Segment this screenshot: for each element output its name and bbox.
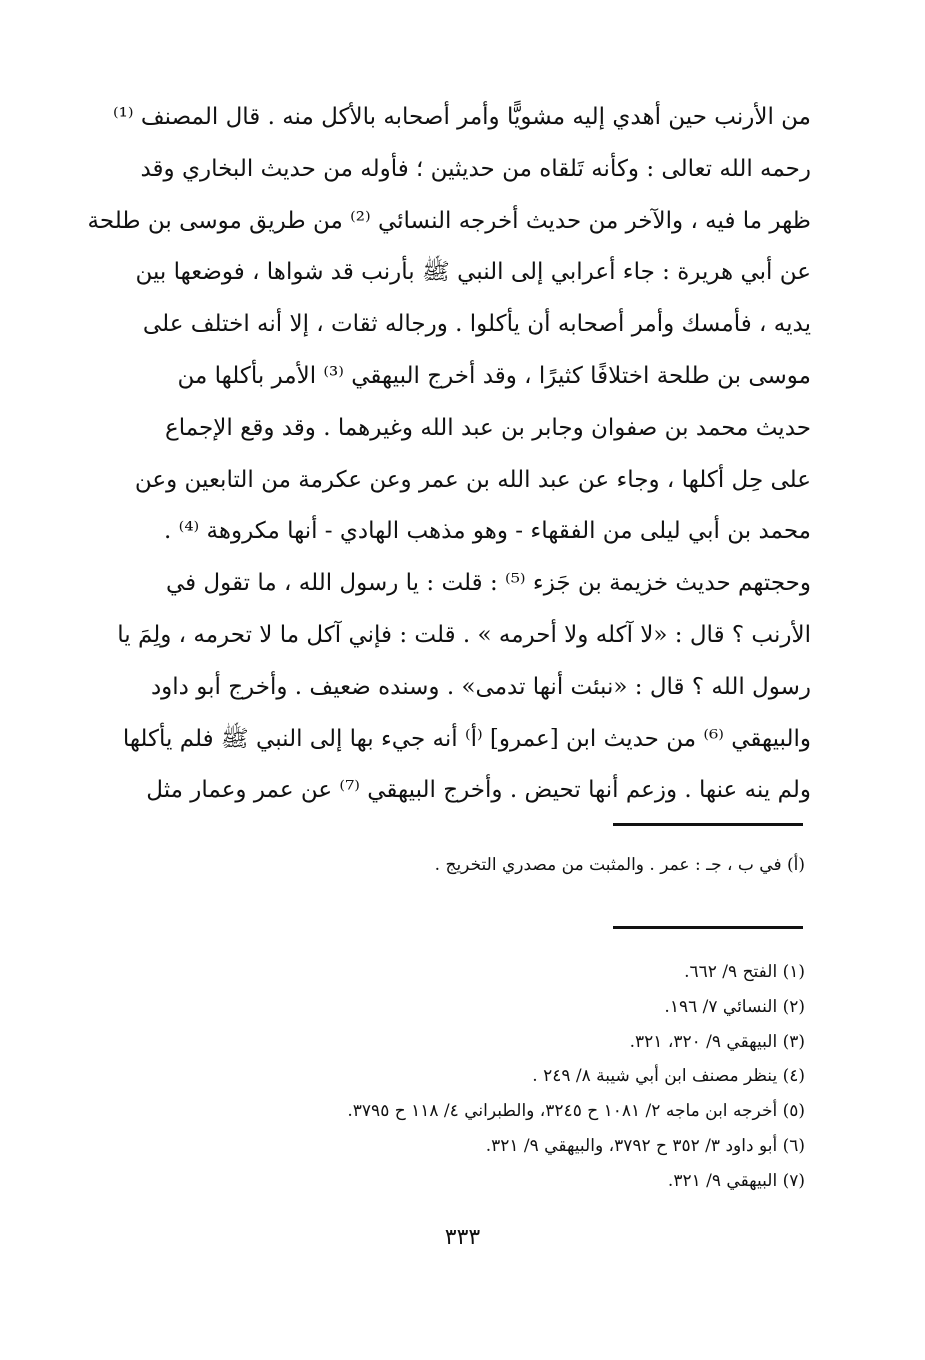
text-line: وحجتهم حديث خزيمة بن جَزء ⁽⁵⁾ : قلت : يا رسول الله ، ما تقول في xyxy=(165,570,811,597)
text-line: محمد بن أبي ليلى من الفقهاء - وهو مذهب الهادي - أنها مكروهة ⁽⁴⁾ . xyxy=(164,518,811,545)
footnotes xyxy=(136,955,805,1199)
text-line: يديه ، فأمسك وأمر أصحابه أن يأكلوا . ورجاله ثقات ، إلا أنه اختلف على xyxy=(142,311,811,338)
text-line: موسى بن طلحة اختلافًا كثيرًا ، وقد أخرج البيهقي ⁽³⁾ الأمر بأكلها من xyxy=(177,362,811,389)
page-number: ٣٣٣ xyxy=(444,1225,481,1250)
text-line: على حِل أكلها ، وجاء عن عبد الله بن عمر وعن عكرمة من التابعين وعن xyxy=(134,466,811,493)
footnote: (٣) البيهقي ٩/ ٣٢٠، ٣٢١. xyxy=(629,1031,805,1052)
footnote: (٧) البيهقي ٩/ ٣٢١. xyxy=(667,1170,805,1191)
variant-note: (أ) في ب ، جـ : عمر . والمثبت من مصدري التخريج . xyxy=(434,855,805,875)
text-line: الأرنب ؟ قال : «لا آكله ولا أحرمه » . قلت : فإني آكل ما لا تحرمه ، ولِمَ يا xyxy=(117,621,811,648)
footnote: (٦) أبو داود ٣/ ٣٥٢ ح ٣٧٩٢، والبيهقي ٩/ ٣٢١. xyxy=(485,1135,805,1156)
text-line: عن أبي هريرة : جاء أعرابي إلى النبي ﷺ بأرنب قد شواها ، فوضعها بين xyxy=(135,259,811,286)
footnote: (٥) أخرجه ابن ماجه ٢/ ١٠٨١ ح ٣٢٤٥، والطبراني ٤/ ١١٨ ح ٣٧٩٥. xyxy=(347,1101,805,1122)
footnote-separator-rule xyxy=(613,926,803,929)
text-line: حديث محمد بن صفوان وجابر بن عبد الله وغيرهما . وقد وقع الإجماع xyxy=(165,414,811,441)
footnote: (١) الفتح ٩/ ٦٦٢. xyxy=(684,962,805,982)
main-text xyxy=(87,92,811,817)
text-line: والبيهقي ⁽⁶⁾ من حديث ابن [عمرو] ⁽أ⁾ أنه جيء بها إلى النبي ﷺ فلم يأكلها xyxy=(122,725,811,752)
text-line: من الأرنب حين أهدي إليه مشويًّا وأمر أصحابه بالأكل منه . قال المصنف ⁽¹⁾ xyxy=(113,104,811,130)
footnote: (٤) ينظر مصنف ابن أبي شيبة ٨/ ٢٤٩ . xyxy=(532,1066,805,1087)
footnote: (٢) النسائي ٧/ ١٩٦. xyxy=(664,996,805,1017)
variant-separator-rule xyxy=(613,823,803,826)
text-line: رحمه الله تعالى : وكأنه تَلقاه من حديثين ؛ فأوله من حديث البخاري وقد xyxy=(140,155,811,182)
text-line: رسول الله ؟ قال : «نبئت أنها تدمى» . وسنده ضعيف . وأخرج أبو داود xyxy=(150,673,811,700)
text-line: ظهر ما فيه ، والآخر من حديث أخرجه النسائي ⁽²⁾ من طريق موسى بن طلحة xyxy=(87,207,811,234)
text-line: ولم ينه عنها . وزعم أنها تحيض . وأخرج البيهقي ⁽⁷⁾ عن عمر وعمار مثل xyxy=(146,777,811,804)
